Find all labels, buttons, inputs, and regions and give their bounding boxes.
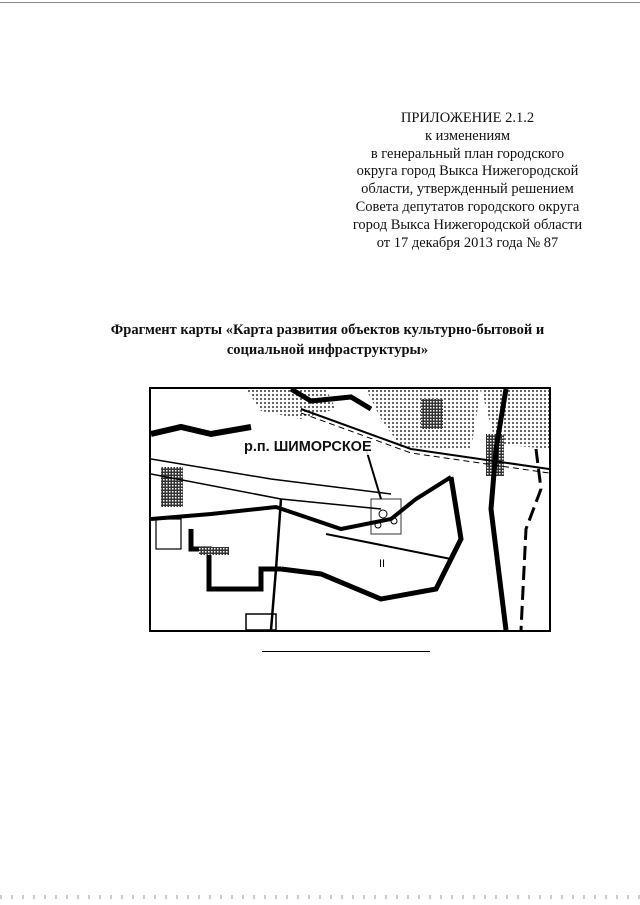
river: [151, 427, 251, 434]
appendix-line: области, утвержденный решением: [361, 181, 574, 198]
map-drawing: [151, 389, 549, 630]
appendix-header: [340, 110, 595, 252]
building-block: [161, 467, 183, 507]
title-line-1: Фрагмент карты «Карта развития объектов культурно-бытовой и: [110, 322, 545, 338]
district-road: [271, 499, 281, 630]
building-block: [421, 399, 443, 429]
settlement-boundary: [191, 529, 281, 589]
scan-artifact: [0, 895, 640, 899]
building-block: [199, 547, 229, 555]
district-road: [326, 534, 451, 559]
appendix-line: Совета депутатов городского округа: [355, 198, 580, 215]
road: [151, 459, 391, 494]
park-symbol: [379, 510, 387, 518]
title-line-2: социальной инфраструктуры»: [226, 342, 429, 358]
map-fragment: [149, 387, 551, 632]
appendix-line: к изменениям: [424, 127, 511, 144]
district-road: [521, 449, 541, 630]
appendix-line: округа город Выкса Нижегородской: [356, 163, 579, 180]
settlement-boundary: [151, 477, 451, 529]
road-mark: II: [379, 558, 386, 570]
road: [151, 474, 381, 509]
appendix-line: город Выкса Нижегородской области: [352, 216, 583, 233]
settlement-boundary: [281, 477, 461, 599]
top-border-line: [0, 2, 640, 3]
end-line: [262, 651, 430, 652]
appendix-date: от 17 декабря 2013 года № 87: [376, 234, 559, 251]
forest-area: [246, 389, 336, 419]
appendix-line: в генеральный план городского: [370, 145, 565, 162]
building-block: [156, 519, 181, 549]
map-fragment-title: [60, 320, 595, 360]
appendix-number: ПРИЛОЖЕНИЕ 2.1.2: [400, 110, 535, 126]
settlement-label: р.п. ШИМОРСКОЕ: [244, 439, 372, 455]
